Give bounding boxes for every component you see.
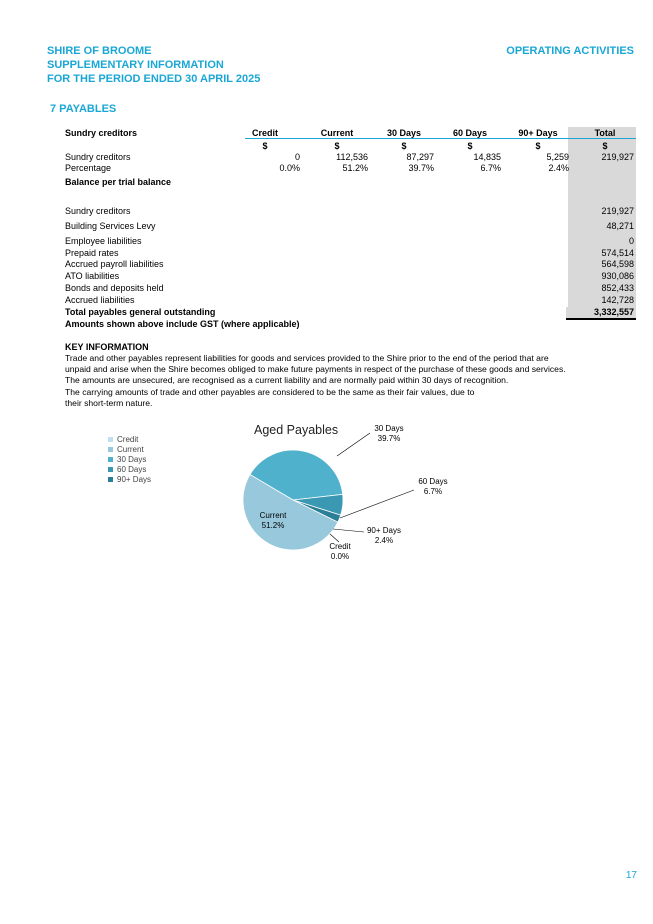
header-section-label: OPERATING ACTIVITIES bbox=[506, 45, 634, 57]
table-cell: 6.7% bbox=[480, 163, 501, 173]
list-item-label: Prepaid rates bbox=[65, 248, 119, 258]
total-value: 3,332,557 bbox=[593, 307, 634, 317]
col-header-credit: Credit bbox=[251, 128, 278, 138]
leader-line-90-days bbox=[333, 529, 364, 532]
legend-label: 30 Days bbox=[117, 455, 147, 464]
list-item-label: Accrued liabilities bbox=[65, 295, 135, 305]
data-label-90-days: 90+ Days 2.4% bbox=[366, 526, 402, 545]
header-subtitle: SUPPLEMENTARY INFORMATION bbox=[47, 59, 224, 71]
key-info-line: The carrying amounts of trade and other payables are considered to be the same as their fair values, due to bbox=[65, 386, 475, 397]
unit-label: $ bbox=[467, 141, 473, 151]
table-cell: 14,835 bbox=[473, 152, 501, 162]
table-cell: 51.2% bbox=[342, 163, 368, 173]
unit-label: $ bbox=[401, 141, 407, 151]
table-cell: 87,297 bbox=[406, 152, 434, 162]
col-header-60-days: 60 Days bbox=[452, 128, 488, 138]
key-info-line: unpaid and arise when the Shire becomes obliged to make future payments in respect of the purchase of these goods and services. bbox=[65, 364, 566, 375]
list-item-value: 142,728 bbox=[601, 295, 634, 305]
data-label-60-days: 60 Days 6.7% bbox=[418, 477, 448, 496]
list-item-value: 574,514 bbox=[601, 248, 634, 258]
section-title: 7 PAYABLES bbox=[50, 103, 117, 115]
data-label-current: Current 51.2% bbox=[259, 511, 287, 530]
data-label-30-days: 30 Days 39.7% bbox=[374, 424, 404, 443]
key-info-line: Trade and other payables represent liabilities for goods and services provided to the Shire prior to the end of the period that are bbox=[65, 353, 549, 363]
key-info-line: their short-term nature. bbox=[65, 397, 153, 408]
col-header-current: Current bbox=[320, 128, 354, 138]
key-info-line: The amounts are unsecured, are recognised as a current liability and are normally paid within 30 days of recognition. bbox=[65, 375, 509, 386]
unit-label: $ bbox=[535, 141, 541, 151]
chart-title: Aged Payables bbox=[254, 423, 339, 437]
unit-label: $ bbox=[334, 141, 340, 151]
table-cell: 39.7% bbox=[408, 163, 434, 173]
list-item-label: Employee liabilities bbox=[65, 236, 142, 246]
table-cell: 0 bbox=[294, 152, 300, 162]
legend-label: Credit bbox=[117, 435, 139, 444]
table-cell: 112,536 bbox=[336, 152, 368, 162]
trial-balance-heading: Balance per trial balance bbox=[65, 177, 172, 187]
unit-label: $ bbox=[262, 141, 268, 151]
unit-label: $ bbox=[602, 141, 608, 151]
table-cell: 0.0% bbox=[279, 163, 300, 173]
col-header-30-days: 30 Days bbox=[386, 128, 422, 138]
table-cell: 2.4% bbox=[548, 163, 569, 173]
leader-line-30-days bbox=[337, 433, 370, 456]
col-header-total: Total bbox=[594, 128, 616, 138]
leader-line-60-days bbox=[340, 490, 414, 518]
org-name: SHIRE OF BROOME bbox=[47, 45, 152, 57]
leader-line-credit bbox=[330, 534, 339, 542]
list-item-value: 48,271 bbox=[606, 221, 634, 231]
table-row-header: Sundry creditors bbox=[65, 128, 138, 138]
table-row-label: Percentage bbox=[65, 163, 112, 173]
legend-label: Current bbox=[117, 445, 144, 454]
legend-label: 90+ Days bbox=[117, 475, 152, 484]
list-item-label: Building Services Levy bbox=[65, 221, 156, 231]
legend-label: 60 Days bbox=[117, 465, 147, 474]
list-item-value: 852,433 bbox=[601, 283, 634, 293]
list-item-label: ATO liabilities bbox=[65, 271, 120, 281]
table-cell: 5,259 bbox=[546, 152, 569, 162]
data-label-credit: Credit 0.0% bbox=[329, 542, 351, 561]
list-item-label: Accrued payroll liabilities bbox=[65, 259, 164, 269]
gst-note: Amounts shown above include GST (where applicable) bbox=[65, 319, 300, 329]
key-info-title: KEY INFORMATION bbox=[65, 342, 149, 352]
table-cell: 219,927 bbox=[601, 152, 634, 162]
header-period: FOR THE PERIOD ENDED 30 APRIL 2025 bbox=[47, 73, 261, 85]
list-item-value: 0 bbox=[628, 236, 634, 246]
list-item-label: Sundry creditors bbox=[65, 206, 131, 216]
list-item-value: 564,598 bbox=[601, 259, 634, 269]
total-label: Total payables general outstanding bbox=[65, 307, 216, 317]
table-row-label: Sundry creditors bbox=[65, 152, 131, 162]
list-item-label: Bonds and deposits held bbox=[65, 283, 164, 293]
list-item-value: 930,086 bbox=[601, 271, 634, 281]
page-number: 17 bbox=[625, 870, 637, 881]
list-item-value: 219,927 bbox=[601, 206, 634, 216]
col-header-90-days: 90+ Days bbox=[518, 128, 558, 138]
